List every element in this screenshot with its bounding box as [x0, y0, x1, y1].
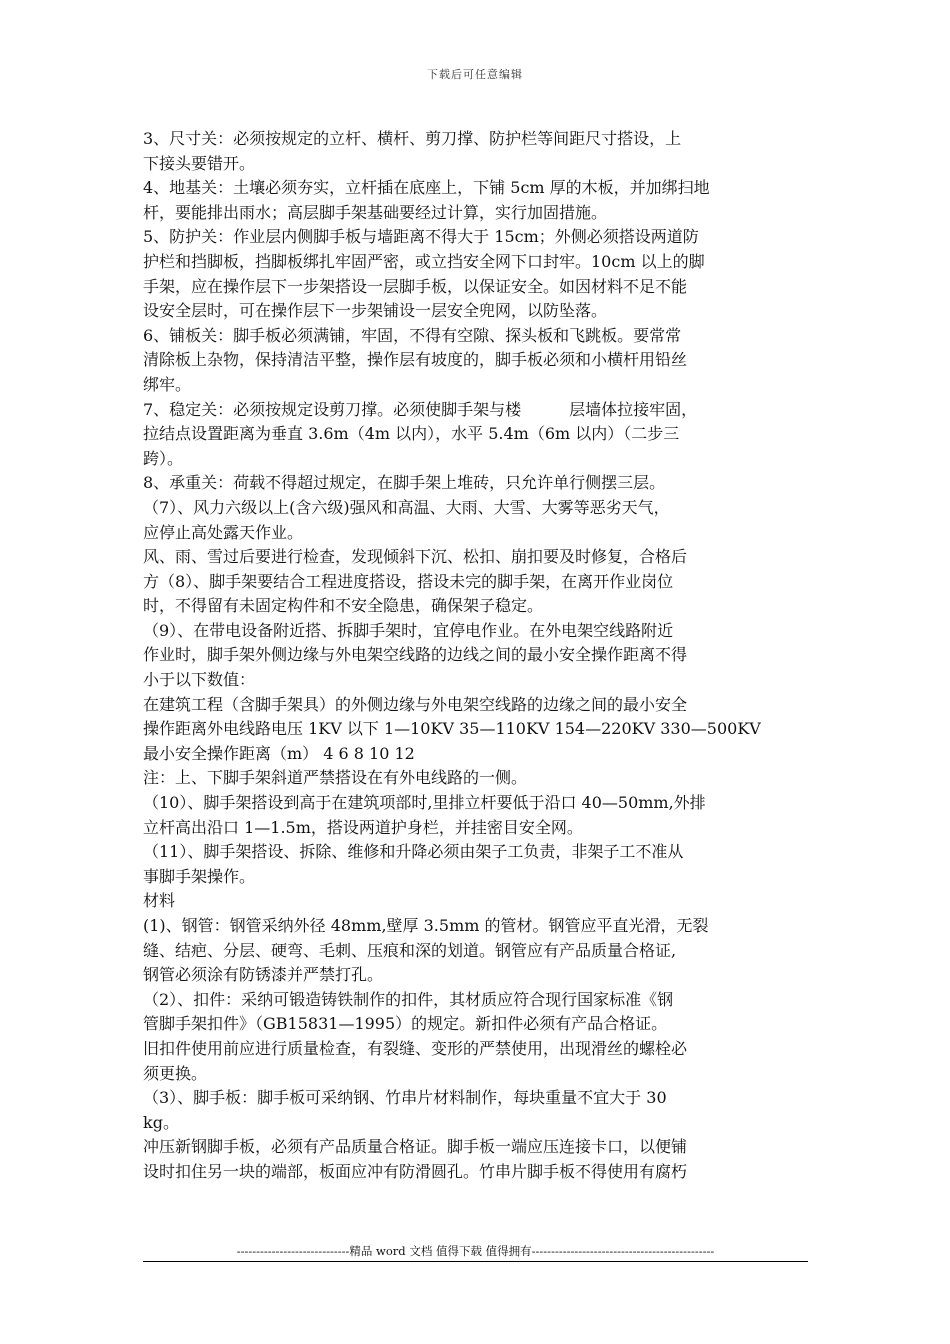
text-line: 5、防护关：作业层内侧脚手板与墙距离不得大于 15cm；外侧必须搭设两道防	[143, 227, 699, 247]
text-line: （7）、风力六级以上(含六级)强风和高温、大雨、大雪、大雾等恶劣天气，	[143, 497, 670, 517]
text-line: （11）、脚手架搭设、拆除、维修和升降必须由架子工负责，非架子工不准从	[143, 842, 684, 862]
text-line: 事脚手架操作。	[143, 866, 256, 886]
text-line: （9）、在带电设备附近搭、拆脚手架时，宜停电作业。在外电架空线路附近	[143, 620, 674, 640]
text-line: 在建筑工程（含脚手架具）的外侧边缘与外电架空线路的边缘之间的最小安全	[143, 694, 688, 714]
text-line: 清除板上杂物，保持清洁平整，操作层有坡度的，脚手板必须和小横杆用铅丝	[143, 350, 688, 370]
text-line: 拉结点设置距离为垂直 3.6m（4m 以内），水平 5.4m（6m 以内）（二步三	[143, 424, 680, 444]
text-line: (1)、钢管：钢管采纳外径 48mm,壁厚 3.5mm 的管材。钢管应平直光滑，无裂	[143, 916, 709, 935]
text-line: 小于以下数值：	[143, 670, 256, 690]
text-line: 旧扣件使用前应进行质量检查，有裂缝、变形的严禁使用，出现滑丝的螺栓必	[143, 1038, 688, 1058]
text-line: 方（8）、脚手架要结合工程进度搭设，搭设未完的脚手架，在离开作业岗位	[143, 571, 674, 591]
page-footer: -----------------------------精品 word 文档 值得下载 值得拥有-----------------------------------------------	[143, 1243, 808, 1262]
text-line: 8、承重关：荷载不得超过规定，在脚手架上堆砖，只允许单行侧摆三层。	[143, 473, 666, 493]
text-line: 最小安全操作距离（m） 4 6 8 10 12	[143, 743, 415, 763]
text-line: 6、铺板关：脚手板必须满铺，牢固，不得有空隙、探头板和飞跳板。要常常	[143, 325, 682, 345]
text-line: 3、尺寸关：必须按规定的立杆、横杆、剪刀撑、防护栏等间距尺寸搭设，上	[143, 129, 682, 148]
text-line: 设时扣住另一块的端部，板面应冲有防滑圆孔。竹串片脚手板不得使用有腐朽	[143, 1161, 688, 1181]
text-line: 钢管必须涂有防锈漆并严禁打孔。	[143, 965, 384, 985]
text-line: 材料	[143, 891, 176, 911]
text-line: 应停止高处露天作业。	[143, 522, 304, 542]
text-line: （10）、脚手架搭设到高于在建筑项部时,里排立杆要低于沿口 40—50mm,外排	[143, 793, 706, 813]
text-line: 时，不得留有未固定构件和不安全隐患，确保架子稳定。	[143, 596, 544, 616]
text-line: 立杆高出沿口 1—1.5m，搭设两道护身栏，并挂密目安全网。	[143, 817, 583, 837]
text-line: （2）、扣件：采纳可锻造铸铁制作的扣件，其材质应符合现行国家标准《钢	[143, 989, 674, 1009]
text-line: 4、地基关：土壤必须夯实，立杆插在底座上，下铺 5cm 厚的木板，并加绑扫地	[143, 178, 710, 198]
text-line: 杆，要能排出雨水；高层脚手架基础要经过计算，实行加固措施。	[143, 202, 608, 222]
text-line: （3）、脚手板：脚手板可采纳钢、竹串片材料制作，每块重量不宜大于 30	[143, 1088, 667, 1108]
document-body	[143, 127, 813, 1185]
text-line: 须更换。	[143, 1063, 208, 1083]
text-line: 下接头要错开。	[143, 153, 256, 173]
text-line: 风、雨、雪过后要进行检查，发现倾斜下沉、松扣、崩扣要及时修复，合格后	[143, 547, 688, 567]
text-line: 护栏和挡脚板，挡脚板绑扎牢固严密，或立挡安全网下口封牢。10cm 以上的脚	[143, 251, 705, 271]
text-line: 注：上、下脚手架斜道严禁搭设在有外电线路的一侧。	[143, 768, 528, 788]
text-line: 作业时，脚手架外侧边缘与外电架空线路的边线之间的最小安全操作距离不得	[143, 645, 688, 665]
text-line: 管脚手架扣件》（GB15831—1995）的规定。新扣件必须有产品合格证。	[143, 1014, 668, 1034]
text-line: kg。	[143, 1112, 179, 1132]
text-line: 设安全层时，可在操作层下一步架铺设一层安全兜网，以防坠落。	[143, 301, 608, 321]
page-header: 下载后可任意编辑	[427, 68, 523, 81]
text-line: 绑牢。	[143, 374, 192, 394]
text-line: 跨）。	[143, 448, 184, 468]
text-line: 7、稳定关：必须按规定设剪刀撑。必须使脚手架与楼 层墙体拉接牢固，	[143, 399, 698, 419]
text-line: 操作距离外电线路电压 1KV 以下 1—10KV 35—110KV 154—220KV 330—500KV	[143, 719, 761, 739]
text-line: 缝、结疤、分层、硬弯、毛刺、压痕和深的划道。钢管应有产品质量合格证,	[143, 940, 677, 960]
text-line: 手架，应在操作层下一步架搭设一层脚手板，以保证安全。如因材料不足不能	[143, 276, 688, 296]
text-line: 冲压新钢脚手板，必须有产品质量合格证。脚手板一端应压连接卡口，以便铺	[143, 1137, 688, 1157]
